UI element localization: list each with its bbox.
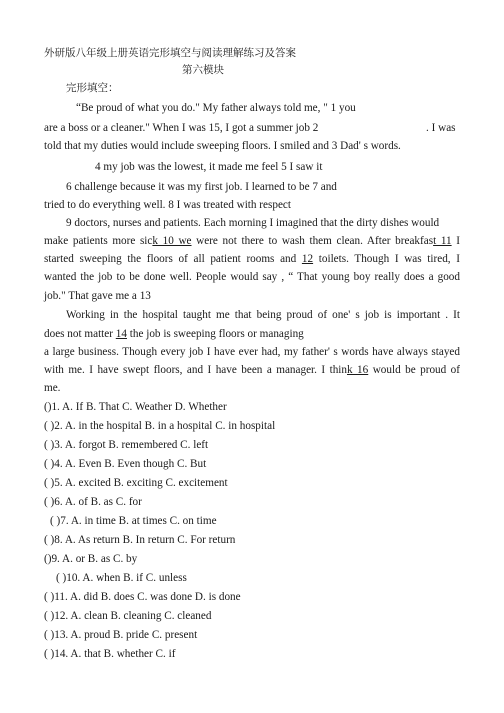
p2-line-3-c: toilets. Though I was tired, I	[313, 253, 460, 265]
p2-line-3-a: started sweeping the floors of all patient rooms and	[44, 253, 302, 265]
blank-16: k 16	[347, 364, 369, 376]
p2-line-2-c: were not there to wash them clean. After breakfas	[191, 235, 434, 247]
p1-line-3: told that my duties would include sweeping floors. I smiled and 3 Dad' s words.	[44, 140, 401, 152]
option-item: ( )5. A. excited B. exciting C. excitement	[44, 477, 228, 489]
option-item: ( )13. A. proud B. pride C. present	[44, 629, 198, 641]
p3-line-2-a: does not matter	[44, 328, 116, 340]
p3-line-3: a large business. Though every job I have ever had, my father' s words have always stayed	[44, 346, 460, 358]
option-item: ( )10. A. when B. if C. unless	[56, 572, 187, 584]
p3-line-2-c: the job is sweeping floors or managing	[126, 328, 304, 340]
blank-14: 14	[115, 328, 127, 340]
option-item: ( )7. A. in time B. at times C. on time	[50, 515, 217, 527]
p1-line-6: tried to do everything well. 8 I was treated with respect	[44, 199, 291, 211]
p1-line-5: 6 challenge because it was my first job. I learned to be 7 and	[66, 181, 337, 193]
p2-line-2-a: make patients more sic	[44, 235, 153, 247]
option-item: ( )4. A. Even B. Even though C. But	[44, 458, 207, 470]
option-item: ( )11. A. did B. does C. was done D. is done	[44, 591, 241, 603]
p1-line-1: “Be proud of what you do." My father always told me, " 1 you	[76, 102, 356, 114]
module-heading: 第六模块	[182, 64, 224, 76]
p1-line-2	[44, 121, 318, 135]
blank-11: t 11	[433, 235, 452, 247]
option-item: ( )3. A. forgot B. remembered C. left	[44, 439, 209, 451]
p3-line-5: me.	[44, 382, 61, 394]
document-title: 外研版八年级上册英语完形填空与阅读理解练习及答案	[44, 47, 296, 59]
p3-line-1: Working in the hospital taught me that being proud of one' s job is important . It	[66, 309, 460, 321]
p1-line-2-end: . I was	[426, 122, 456, 134]
p3-line-4	[44, 363, 460, 377]
option-item: ( )14. A. that B. whether C. if	[44, 648, 176, 660]
option-item: ()9. A. or B. as C. by	[44, 553, 138, 565]
p3-line-4-a: with me. I have swept floors, and I have been a manager. I thin	[44, 364, 347, 376]
p2-line-2-e: I	[451, 235, 460, 247]
section-heading: 完形填空：	[66, 82, 119, 94]
blank-12: 12	[301, 253, 314, 265]
p2-line-1: 9 doctors, nurses and patients. Each morning I imagined that the dirty dishes would	[66, 217, 440, 229]
p2-line-2	[44, 234, 460, 248]
blank-10: k 10 we	[152, 235, 192, 247]
p1-line-2-text: are a boss or a cleaner." When I was 15, I got a summer job 2	[44, 122, 319, 134]
option-item: ()1. A. If B. That C. Weather D. Whether	[44, 401, 227, 413]
p3-line-4-c: would be proud of	[368, 364, 460, 376]
option-item: ( )6. A. of B. as C. for	[44, 496, 142, 508]
p2-line-5: job." That gave me a 13	[44, 290, 151, 302]
p1-line-4: 4 my job was the lowest, it made me feel 5 I saw it	[95, 161, 323, 173]
option-item: ( )12. A. clean B. cleaning C. cleaned	[44, 610, 212, 622]
option-item: ( )2. A. in the hospital B. in a hospital C. in hospital	[44, 420, 276, 432]
option-item: ( )8. A. As return B. In return C. For return	[44, 534, 236, 546]
p2-line-4: wanted the job to be done well. People would say , “ That young boy really does a good	[44, 271, 460, 283]
p2-line-3	[44, 252, 460, 266]
p3-line-2	[44, 327, 304, 341]
